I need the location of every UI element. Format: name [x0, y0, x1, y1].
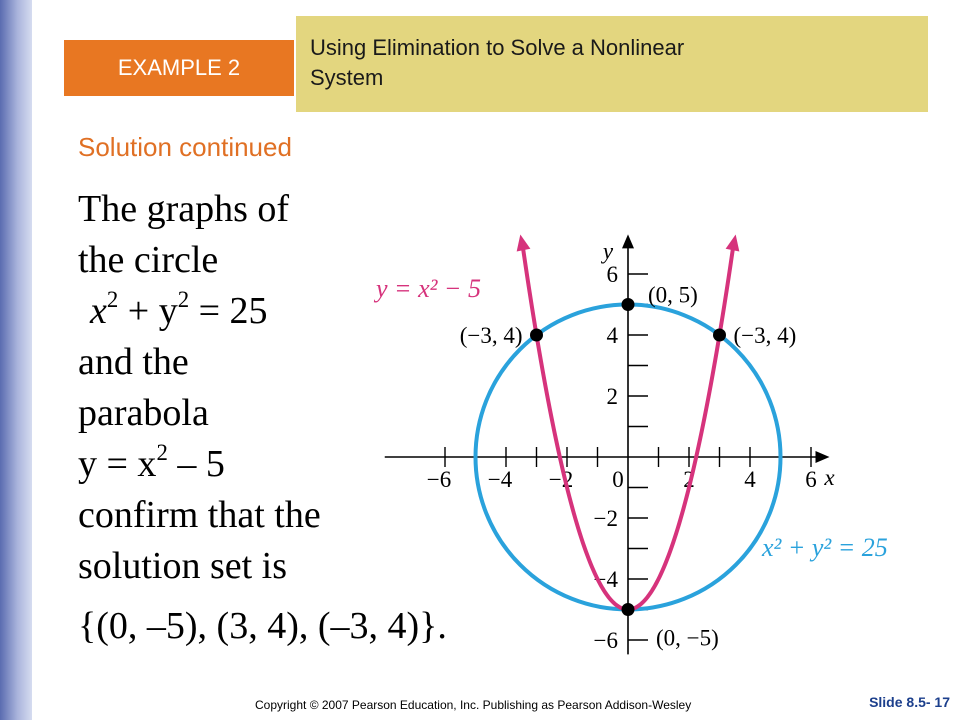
body-line: The graphs of — [78, 188, 290, 230]
x-tick-label: 4 — [744, 467, 756, 492]
y-tick-label: −2 — [593, 506, 618, 531]
x-tick-label: 2 — [683, 467, 695, 492]
y-tick-label: 6 — [606, 262, 618, 287]
point-label: (0, −5) — [656, 625, 719, 651]
slide-number: Slide 8.5- 17 — [869, 694, 950, 710]
body-line: the circle — [78, 239, 219, 281]
y-tick-label: 4 — [606, 323, 618, 348]
parabola-arrowhead — [517, 234, 531, 251]
solution-set: {(0, –5), (3, 4), (–3, 4)}. — [78, 605, 447, 647]
parabola-label: y = x² − 5 — [376, 274, 481, 303]
eq-part: y = x — [78, 443, 157, 485]
body-line: parabola — [78, 392, 209, 434]
intersection-point — [622, 603, 635, 616]
eq-part: x — [90, 290, 107, 332]
intersection-point — [622, 298, 635, 311]
circle-label: x² + y² = 25 — [762, 533, 888, 562]
y-tick-label: 2 — [606, 384, 618, 409]
parabola-arrowhead — [726, 234, 740, 251]
eq-exponent: 2 — [106, 287, 119, 313]
eq-exponent: 2 — [156, 440, 168, 466]
eq-part: – 5 — [167, 443, 225, 485]
example-badge-label: EXAMPLE 2 — [117, 55, 241, 80]
body-line: and the — [78, 341, 189, 383]
intersection-point — [530, 329, 543, 342]
point-label: (0, 5) — [648, 282, 698, 308]
eq-part: = 25 — [189, 290, 268, 332]
x-axis-arrow — [816, 451, 830, 463]
intersection-point — [713, 329, 726, 342]
x-tick-label: −4 — [487, 467, 513, 492]
x-tick-label: 6 — [805, 467, 817, 492]
y-axis-label: y — [602, 238, 614, 264]
eq-part: + y — [118, 290, 178, 332]
body-line: confirm that the — [78, 494, 321, 536]
x-tick-label: −6 — [426, 467, 452, 492]
body-line: solution set is — [78, 545, 288, 587]
point-label: (−3, 4) — [733, 323, 797, 348]
slide-title-line-1: Using Elimination to Solve a Nonlinear — [310, 35, 685, 60]
subheading: Solution continued — [78, 132, 292, 162]
eq-exponent: 2 — [177, 287, 190, 313]
y-tick-label: −6 — [593, 628, 618, 653]
x-tick-label: −2 — [548, 467, 574, 492]
x-axis-label: x — [824, 465, 835, 490]
point-label: (−3, 4) — [459, 323, 523, 348]
copyright-footer: Copyright © 2007 Pearson Education, Inc. Publishing as Pearson Addison-Wesley — [255, 698, 692, 712]
y-axis-arrow — [622, 234, 634, 248]
x-tick-label: 0 — [612, 467, 624, 492]
slide-title-line-2: System — [310, 65, 384, 90]
y-tick-label: −4 — [593, 567, 618, 592]
